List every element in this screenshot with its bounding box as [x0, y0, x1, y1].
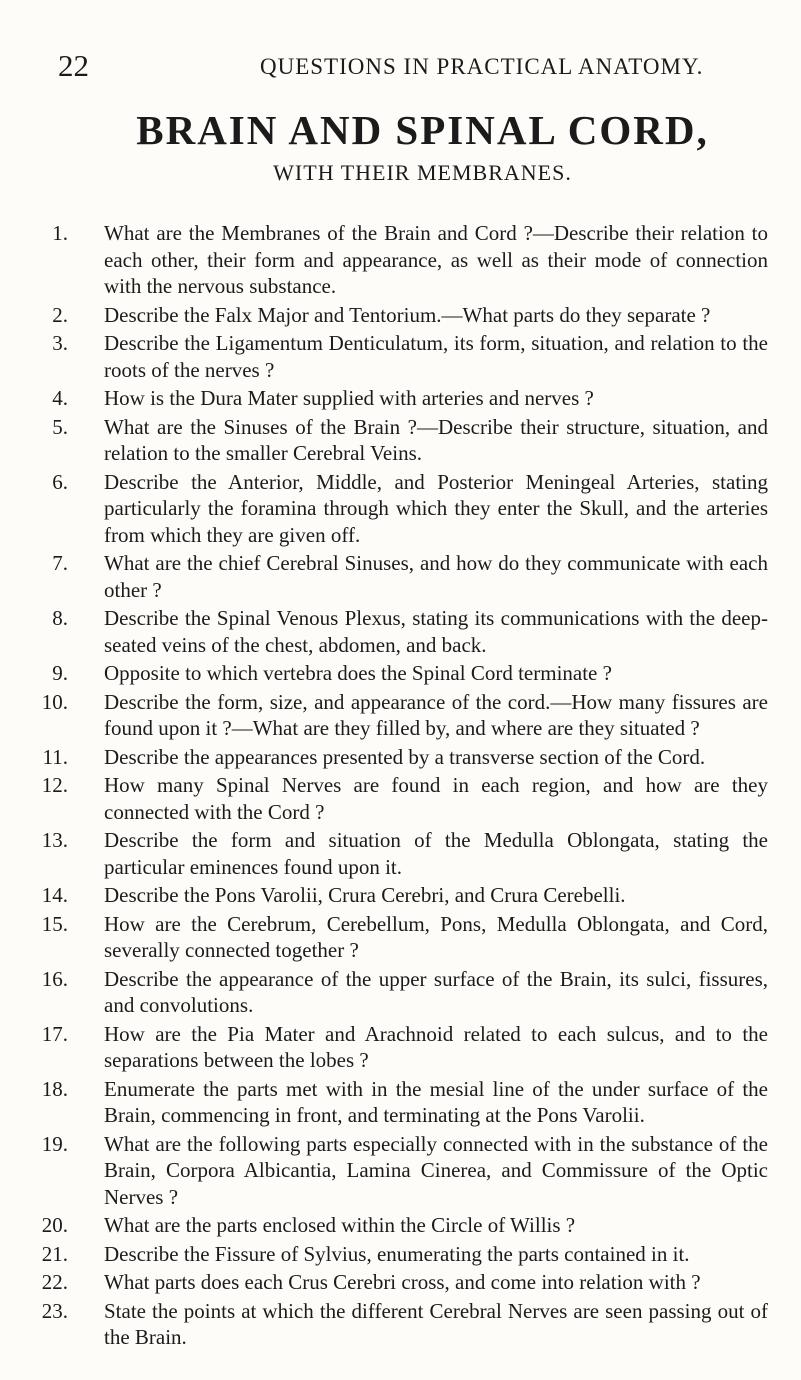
question-item [30, 220, 768, 300]
question-number: 21. [41, 1241, 68, 1266]
question-number: 15. [41, 911, 68, 936]
section-subtitle: WITH THEIR MEMBRANES. [273, 160, 572, 185]
page-number: 22 [58, 48, 89, 83]
question-text: How are the Pia Mater and Arachnoid related to each sulcus, and to the separations between the lobes ? [104, 1021, 768, 1072]
question-item [30, 827, 768, 880]
question-number: 19. [41, 1131, 68, 1156]
question-text: How many Spinal Nerves are found in each region, and how are they connected with the Cord ? [104, 773, 768, 824]
question-number: 7. [52, 551, 68, 575]
question-number: 22. [41, 1270, 68, 1294]
question-text: How is the Dura Mater supplied with arteries and nerves ? [104, 386, 594, 410]
question-number: 3. [52, 331, 68, 355]
question-number: 10. [41, 689, 68, 714]
question-number: 13. [41, 828, 68, 852]
question-item [30, 469, 768, 549]
running-head [58, 50, 748, 82]
section-heading [0, 106, 801, 188]
question-text: Describe the Spinal Venous Plexus, stating its communications with the deep-seated veins of the chest, abdomen, and back. [104, 606, 768, 657]
question-text: Describe the appearances presented by a transverse section of the Cord. [104, 744, 706, 769]
question-number: 20. [41, 1213, 68, 1237]
question-item [30, 882, 768, 909]
question-text: What parts does each Crus Cerebri cross, and come into relation with ? [104, 1270, 701, 1294]
question-number: 12. [41, 773, 68, 797]
question-number: 1. [52, 221, 68, 245]
question-text: Describe the form, size, and appearance of the cord.—How many fissures are found upon it ?—What are they filled by, and where are they situated ? [104, 689, 768, 740]
question-item [30, 1298, 768, 1351]
question-text: Describe the Pons Varolii, Crura Cerebri, and Crura Cerebelli. [104, 883, 626, 907]
question-text: Describe the appearance of the upper surface of the Brain, its sulci, fissures, and convolutions. [104, 966, 768, 1017]
question-item [30, 966, 768, 1019]
question-number: 16. [41, 966, 68, 991]
question-item [30, 660, 768, 687]
question-item [30, 911, 768, 964]
question-list [30, 220, 768, 1353]
question-item [30, 414, 768, 467]
question-number: 6. [52, 469, 68, 494]
question-item [30, 1241, 768, 1268]
question-text: What are the Sinuses of the Brain ?—Describe their structure, situation, and relation to the smaller Cerebral Veins. [104, 414, 768, 465]
question-text: State the points at which the different Cerebral Nerves are seen passing out of the Brain. [104, 1298, 768, 1349]
question-number: 4. [52, 386, 68, 410]
question-number: 11. [42, 744, 68, 769]
question-text: Describe the Ligamentum Denticulatum, its form, situation, and relation to the roots of the nerves ? [104, 331, 768, 382]
question-number: 8. [52, 606, 68, 630]
question-text: What are the Membranes of the Brain and Cord ?—Describe their relation to each other, their form and appearance, as well as their mode of connection with the nervous substance. [104, 221, 768, 298]
question-item [30, 1076, 768, 1129]
question-number: 5. [52, 414, 68, 439]
question-number: 14. [41, 883, 68, 907]
question-item [30, 772, 768, 825]
question-item [30, 744, 768, 771]
question-item [30, 330, 768, 383]
question-text: Opposite to which vertebra does the Spinal Cord terminate ? [104, 661, 612, 685]
question-text: Describe the form and situation of the Medulla Oblongata, stating the particular eminences found upon it. [104, 828, 768, 879]
question-text: Enumerate the parts met with in the mesial line of the under surface of the Brain, commencing in front, and terminating at the Pons Varolii. [104, 1076, 768, 1127]
question-number: 18. [41, 1076, 68, 1101]
question-text: Describe the Falx Major and Tentorium.—What parts do they separate ? [104, 302, 711, 327]
question-text: What are the following parts especially connected with in the substance of the Brain, Corpora Albicantia, Lamina Cinerea, and Commissure of the Optic Nerves ? [104, 1131, 768, 1209]
question-item [30, 1269, 768, 1296]
question-number: 9. [52, 661, 68, 685]
question-number: 23. [41, 1298, 68, 1323]
question-item [30, 385, 768, 412]
question-text: What are the chief Cerebral Sinuses, and how do they communicate with each other ? [104, 551, 768, 602]
question-item [30, 605, 768, 658]
book-title: QUESTIONS IN PRACTICAL ANATOMY. [260, 54, 704, 79]
question-number: 2. [52, 302, 68, 327]
question-text: What are the parts enclosed within the Circle of Willis ? [104, 1213, 576, 1237]
question-item [30, 1021, 768, 1074]
question-number: 17. [41, 1021, 68, 1046]
question-item [30, 1212, 768, 1239]
question-item [30, 550, 768, 603]
question-text: Describe the Anterior, Middle, and Posterior Meningeal Arteries, stating particularly the foramina through which they enter the Skull, and the arteries from which they are given off. [104, 469, 768, 547]
question-item [30, 689, 768, 742]
question-item [30, 1131, 768, 1211]
question-text: How are the Cerebrum, Cerebellum, Pons, Medulla Oblongata, and Cord, severally connected together ? [104, 911, 768, 962]
question-item [30, 302, 768, 329]
section-title: BRAIN AND SPINAL CORD, [136, 107, 709, 153]
question-text: Describe the Fissure of Sylvius, enumerating the parts contained in it. [104, 1241, 690, 1266]
